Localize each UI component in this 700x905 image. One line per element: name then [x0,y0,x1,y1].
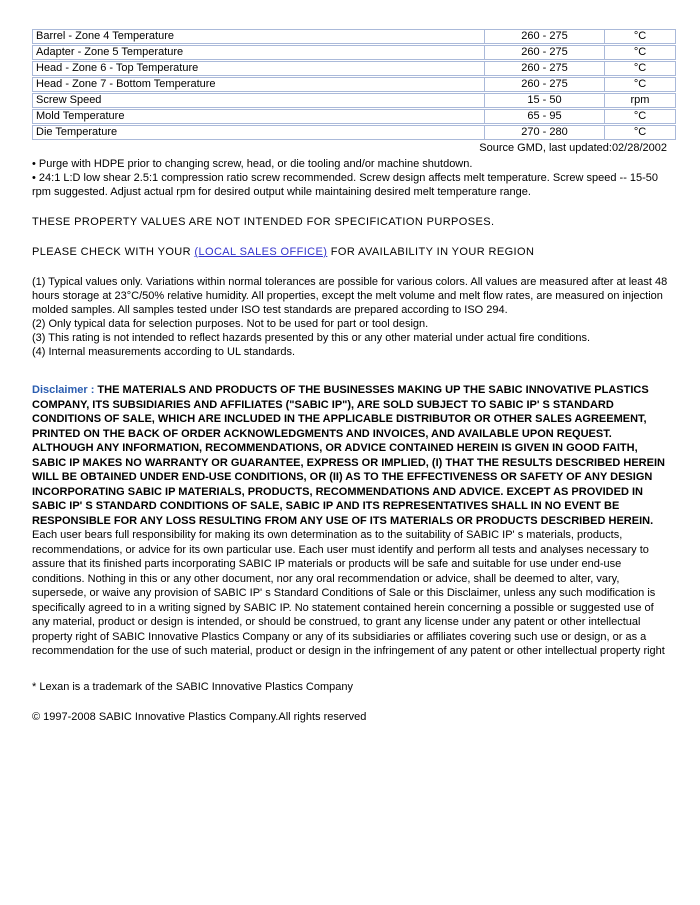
property-unit-cell: °C [605,61,676,76]
property-value-cell: 260 - 275 [485,77,605,92]
disclaimer-bold-text: THE MATERIALS AND PRODUCTS OF THE BUSINESSES MAKING UP THE SABIC INNOVATIVE PLASTICS COMPANY, ITS SUBSIDIARIES AND AFFILIATES ("SABIC IP"), ARE SOLD SUBJECT TO SABIC IP' S STANDARD CONDITIONS OF SALE, WHICH ARE INCLUDED IN THE APPLICABLE DISTRIBUTOR OR OTHER SALES AGREEMENT, PRINTED ON THE BACK OF ORDER ACKNOWLEDGMENTS AND INVOICES, AND AVAILABLE UPON REQUEST. ALTHOUGH ANY INFORMATION, RECOMMENDATIONS, OR ADVICE CONTAINED HEREIN IS GIVEN IN GOOD FAITH, SABIC IP MAKES NO WARRANTY OR GUARANTEE, EXPRESS OR IMPLIED, (I) THAT THE RESULTS DESCRIBED HEREIN WILL BE OBTAINED UNDER END-USE CONDITIONS, OR (II) AS TO THE EFFECTIVENESS OR SAFETY OF ANY DESIGN INCORPORATING SABIC IP MATERIALS, PRODUCTS, RECOMMENDATIONS AND ADVICE. EXCEPT AS PROVIDED IN SABIC IP' S STANDARD CONDITIONS OF SALE, SABIC IP AND ITS REPRESENTATIVES SHALL IN NO EVENT BE RESPONSIBLE FOR ANY LOSS RESULTING FROM ANY USE OF ITS MATERIALS OR PRODUCTS DESCRIBED HEREIN. [32,384,665,527]
table-row [32,77,676,92]
availability-suffix: FOR AVAILABILITY IN YOUR REGION [327,246,535,258]
property-unit-cell: °C [605,45,676,60]
property-unit-cell: °C [605,77,676,92]
property-value-cell: 260 - 275 [485,61,605,76]
disclaimer-paragraph [32,383,673,659]
processing-notes [32,157,672,199]
bullet-note: • Purge with HDPE prior to changing screw, head, or die tooling and/or machine shutdown. [32,158,473,170]
property-name-cell: Barrel - Zone 4 Temperature [32,29,485,44]
availability-statement [32,246,672,259]
property-name-cell: Screw Speed [32,93,485,108]
table-row [32,61,676,76]
property-unit-cell: °C [605,125,676,140]
property-unit-cell: °C [605,29,676,44]
availability-prefix: PLEASE CHECK WITH YOUR [32,246,195,258]
property-name-cell: Mold Temperature [32,109,485,124]
trademark-note: * Lexan is a trademark of the SABIC Innovative Plastics Company [32,680,353,693]
property-value-cell: 65 - 95 [485,109,605,124]
copyright-note: © 1997-2008 SABIC Innovative Plastics Company.All rights reserved [32,710,367,723]
footnote: (4) Internal measurements according to UL standards. [32,346,296,358]
property-unit-cell: °C [605,109,676,124]
disclaimer-label: Disclaimer : [32,384,95,396]
table-row [32,45,676,60]
property-value-cell: 270 - 280 [485,125,605,140]
table-row [32,125,676,140]
processing-parameters-table [32,28,676,141]
local-sales-office-link[interactable]: (LOCAL SALES OFFICE) [194,246,328,258]
table-row [32,93,676,108]
property-name-cell: Head - Zone 7 - Bottom Temperature [32,77,485,92]
footnote: (2) Only typical data for selection purposes. Not to be used for part or tool design. [32,318,429,330]
source-updated-line: Source GMD, last updated:02/28/2002 [479,142,667,154]
property-value-cell: 260 - 275 [485,45,605,60]
property-value-cell: 15 - 50 [485,93,605,108]
property-value-cell: 260 - 275 [485,29,605,44]
footnotes-block [32,275,672,359]
footnote: (1) Typical values only. Variations within normal tolerances are possible for various colors. All values are measured after at least 48 hours storage at 23°C/50% relative humidity. All properties, except the melt volume and melt flow rates, are measured on injection molded samples. All samples tested under ISO test standards are prepared according to ISO 294. [32,276,668,316]
table-row [32,29,676,44]
bullet-note: • 24:1 L:D low shear 2.5:1 compression ratio screw recommended. Screw design affects melt temperature. Screw speed -- 15-50 rpm suggested. Adjust actual rpm for desired output while maintaining desired melt temperature range. [32,172,659,198]
property-name-cell: Die Temperature [32,125,485,140]
disclaimer-regular-text: Each user bears full responsibility for making its own determination as to the suitability of SABIC IP' s materials, products, recommendations, or advice for its own particular use. Each user must identify and perform all tests and analyses necessary to assure that its finished parts incorporating SABIC IP materials or products will be safe and suitable for use under end-use conditions. Nothing in this or any other document, nor any oral recommendation or advice, shall be deemed to alter, vary, supersede, or waive any provision of SABIC IP' s Standard Conditions of Sale or this Disclaimer, unless any such modification is specifically agreed to in a writing signed by SABIC IP. No statement contained herein concerning a possible or suggested use of any material, product or design is intended, or should be construed, to grant any license under any patent or other intellectual property right of SABIC Innovative Plastics Company or any of its subsidiaries or affiliates covering such use or design, or as a recommendation for the use of such material, product or design in the infringement of any patent or other intellectual property right [32,529,665,657]
property-name-cell: Head - Zone 6 - Top Temperature [32,61,485,76]
property-name-cell: Adapter - Zone 5 Temperature [32,45,485,60]
spec-purpose-statement: THESE PROPERTY VALUES ARE NOT INTENDED FOR SPECIFICATION PURPOSES. [32,216,495,228]
table-row [32,109,676,124]
footnote: (3) This rating is not intended to reflect hazards presented by this or any other material under actual fire conditions. [32,332,591,344]
property-unit-cell: rpm [605,93,676,108]
